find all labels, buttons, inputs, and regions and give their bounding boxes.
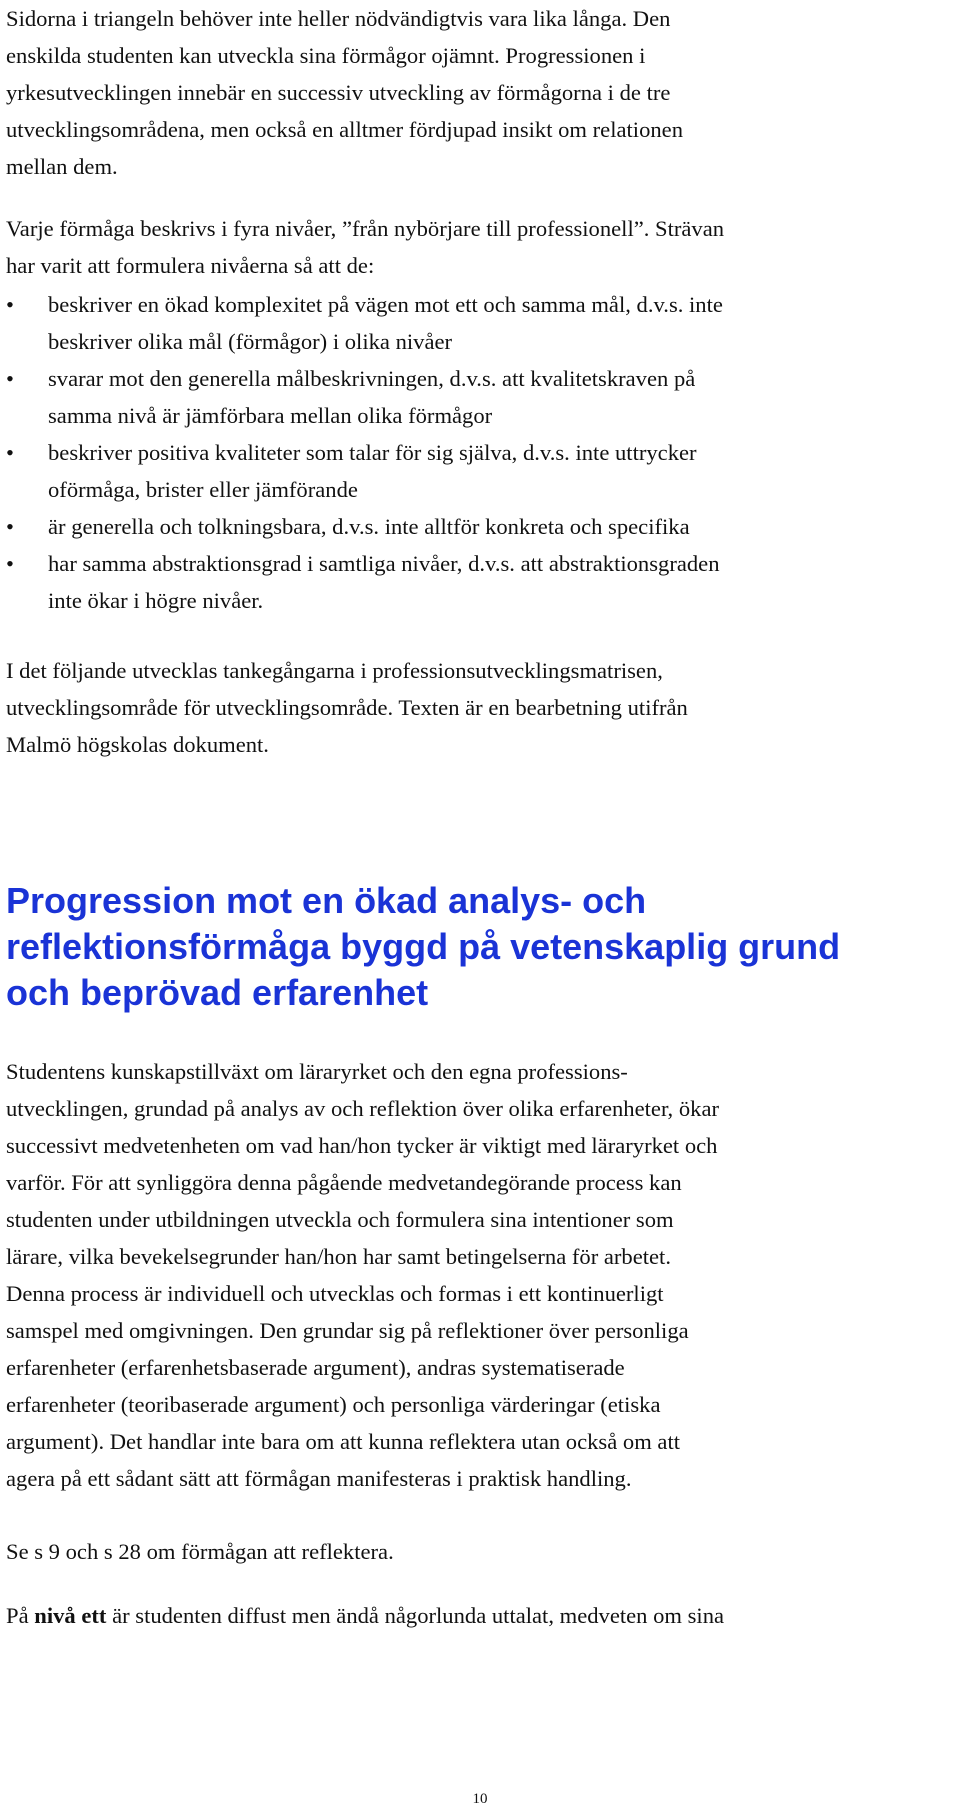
growth-line: erfarenheter (erfarenhetsbaserade argument), andras systematiserade	[6, 1355, 625, 1380]
growth-line: Studentens kunskapstillväxt om läraryrket och den egna professions-	[6, 1059, 628, 1084]
intro-line: mellan dem.	[6, 154, 118, 179]
bullet-line: samma nivå är jämförbara mellan olika förmågor	[48, 403, 493, 428]
bullet-line: beskriver olika mål (förmågor) i olika nivåer	[48, 329, 453, 354]
bullet-line: beskriver en ökad komplexitet på vägen mot ett och samma mål, d.v.s. inte	[48, 292, 723, 317]
see-reference: Se s 9 och s 28 om förmågan att reflektera.	[6, 1539, 394, 1564]
matrix-paragraph	[6, 652, 954, 763]
bullet-item	[6, 360, 954, 434]
bullet-line: svarar mot den generella målbeskrivningen, d.v.s. att kvalitetskraven på	[48, 366, 696, 391]
heading-line: reflektionsförmåga byggd på vetenskaplig grund	[6, 926, 841, 967]
growth-line: studenten under utbildningen utveckla och formulera sina intentioner som	[6, 1207, 674, 1232]
bullet-line: beskriver positiva kvaliteter som talar för sig själva, d.v.s. inte uttrycker	[48, 440, 697, 465]
intro-paragraph	[6, 0, 954, 185]
growth-line: varför. För att synliggöra denna pågående medvetandegörande process kan	[6, 1170, 682, 1195]
bullet-item	[6, 434, 954, 508]
growth-line: argument). Det handlar inte bara om att kunna reflektera utan också om att	[6, 1429, 680, 1454]
growth-line: agera på ett sådant sätt att förmågan manifesteras i praktisk handling.	[6, 1466, 632, 1491]
bullet-line: inte ökar i högre nivåer.	[48, 588, 264, 613]
matrix-line: utvecklingsområde för utvecklingsområde. Texten är en bearbetning utifrån	[6, 695, 688, 720]
section-heading	[6, 878, 954, 1016]
growth-line: erfarenheter (teoribaserade argument) och personliga värderingar (etiska	[6, 1392, 661, 1417]
bullet-line: oförmåga, brister eller jämförande	[48, 477, 358, 502]
criteria-bullet-list	[6, 286, 954, 619]
level-one-paragraph	[6, 1597, 954, 1634]
intro-line: Sidorna i triangeln behöver inte heller nödvändigtvis vara lika långa. Den	[6, 6, 671, 31]
heading-line: och beprövad erfarenhet	[6, 972, 429, 1013]
bullet-item	[6, 508, 954, 545]
intro-line: yrkesutvecklingen innebär en successiv utveckling av förmågorna i de tre	[6, 80, 671, 105]
growth-line: utvecklingen, grundad på analys av och reflektion över olika erfarenheter, ökar	[6, 1096, 720, 1121]
level-one-prefix: På	[6, 1603, 35, 1628]
bullet-line: är generella och tolkningsbara, d.v.s. inte alltför konkreta och specifika	[48, 514, 690, 539]
growth-line: lärare, vilka bevekelsegrunder han/hon har samt betingelserna för arbetet.	[6, 1244, 671, 1269]
level-one-suffix: är studenten diffust men ändå någorlunda uttalat, medveten om sina	[106, 1603, 725, 1628]
growth-line: samspel med omgivningen. Den grundar sig på reflektioner över personliga	[6, 1318, 689, 1343]
bullet-item	[6, 545, 954, 619]
growth-line: Denna process är individuell och utvecklas och formas i ett kontinuerligt	[6, 1281, 664, 1306]
level-one-bold: nivå ett	[34, 1603, 107, 1628]
bullet-item	[6, 286, 954, 360]
levels-line: har varit att formulera nivåerna så att de:	[6, 253, 375, 278]
levels-paragraph	[6, 210, 954, 284]
heading-line: Progression mot en ökad analys- och	[6, 880, 647, 921]
growth-line: successivt medvetenheten om vad han/hon tycker är viktigt med läraryrket och	[6, 1133, 718, 1158]
intro-line: utvecklingsområdena, men också en alltmer fördjupad insikt om relationen	[6, 117, 683, 142]
intro-line: enskilda studenten kan utveckla sina förmågor ojämnt. Progressionen i	[6, 43, 646, 68]
matrix-line: Malmö högskolas dokument.	[6, 732, 269, 757]
bullet-line: har samma abstraktionsgrad i samtliga nivåer, d.v.s. att abstraktionsgraden	[48, 551, 720, 576]
growth-paragraph	[6, 1053, 954, 1497]
page-number: 10	[472, 1791, 488, 1807]
matrix-line: I det följande utvecklas tankegångarna i professionsutvecklingsmatrisen,	[6, 658, 663, 683]
levels-line: Varje förmåga beskrivs i fyra nivåer, ”från nybörjare till professionell”. Strävan	[6, 216, 725, 241]
